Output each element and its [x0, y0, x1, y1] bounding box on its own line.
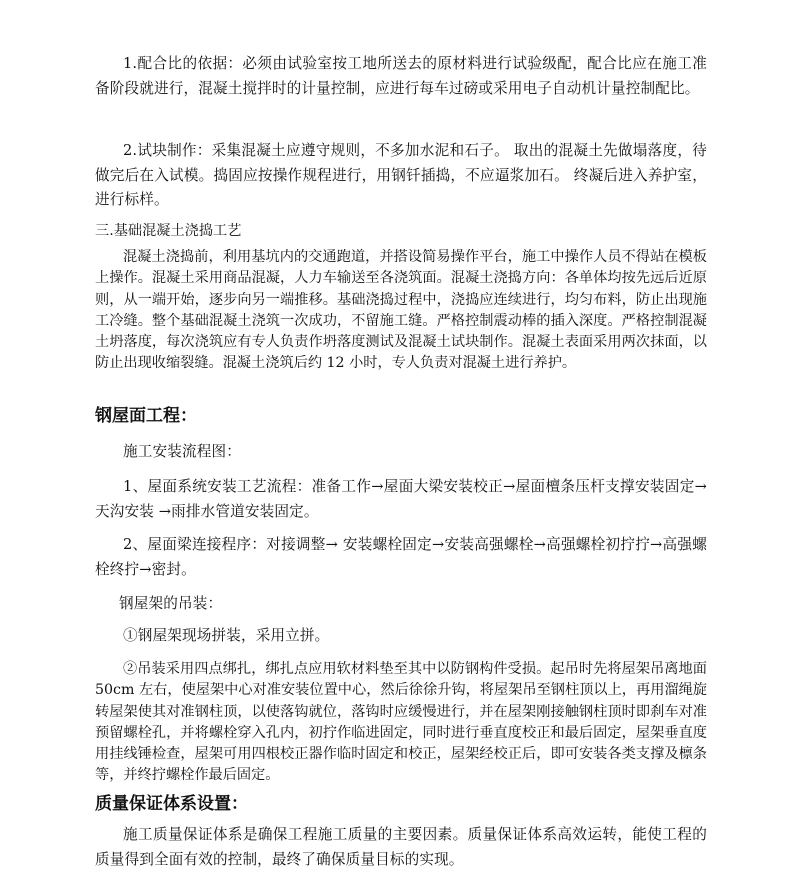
paragraph-test-block: 2.试块制作：采集混凝土应遵守规则，不多加水泥和石子。 取出的混凝土先做塌落度，待做完后在入试模。捣固应按操作规程进行，用钢钎插捣，不应逼浆加石。 终凝后进入养护室，进行标样。 — [95, 142, 707, 208]
paragraph-roof-process: 1、屋面系统安装工艺流程：准备工作→屋面大梁安装校正→屋面檀条压杆支撑安装固定→天沟安装 →雨排水管道安装固定。 — [95, 478, 707, 520]
paragraph-truss-lifting: 钢屋架的吊装： — [119, 595, 223, 612]
paragraph-quality-system: 施工质量保证体系是确保工程施工质量的主要因素。质量保证体系高效运转，能使工程的质量得到全面有效的控制，最终了确保质量目标的实现。 — [95, 826, 707, 868]
paragraph-truss-assembly: ①钢屋架现场拼装，采用立拼。 — [123, 627, 330, 644]
heading-steel-roof: 钢屋面工程： — [95, 406, 197, 426]
paragraph-beam-connection: 2、屋面梁连接程序：对接调整→ 安装螺栓固定→安装高强螺栓→高强螺栓初拧拧→高强螺栓终拧→密封。 — [95, 536, 707, 578]
paragraph-mix-ratio: 1.配合比的依据：必须由试验室按工地所送去的原材料进行试验级配，配合比应在施工准备阶段就进行，混凝土搅拌时的计量控制，应进行每车过磅或采用电子自动机计量控制配比。 — [95, 55, 707, 97]
paragraph-concrete-pouring: 混凝土浇捣前，利用基坑内的交通跑道，并搭设简易操作平台，施工中操作人员不得站在模板上操作。混凝土采用商品混凝，人力车输送至各浇筑面。混凝土浇捣方向：各单体均按先远后近原则，从一端开始，逐步向另一端推移。基础浇捣过程中，浇捣应连续进行，均匀布料，防止出现施工冷缝。整个基础混凝土浇筑一次成功，不留施工缝。严格控制震动棒的插入深度。严格控制混凝土坍落度，每次浇筑应有专人负责作坍落度测试及混凝土试块制作。混凝土表面采用两次抹面，以防止出现收缩裂缝。混凝土浇筑后约 12 小时，专人负责对混凝土进行养护。 — [95, 249, 707, 372]
paragraph-lifting-method: ②吊装采用四点绑扎，绑扎点应用软材料垫至其中以防钢构件受损。起吊时先将屋架吊离地面 50cm 左右，使屋架中心对准安装位置中心，然后徐徐升钩，将屋架吊至钢柱顶以上，再用溜绳旋转屋架使其对准钢柱顶，以使落钩就位，落钩时应缓慢进行，并在屋架刚接触钢柱顶时即刹车对准预留螺栓孔，并将螺栓穿入孔内，初拧作临进固定，同时进行垂直度校正和最后固定，屋架垂直度用挂线锤检查，屋架可用四根校正器作临时固定和校正，屋架经校正后，即可安装各类支撑及檩条等，并终拧螺栓作最后固定。 — [95, 661, 707, 784]
heading-quality-system: 质量保证体系设置： — [95, 794, 248, 814]
section-heading-foundation-concrete: 三.基础混凝土浇捣工艺 — [95, 223, 242, 239]
paragraph-flowchart-intro: 施工安装流程图： — [123, 443, 241, 460]
